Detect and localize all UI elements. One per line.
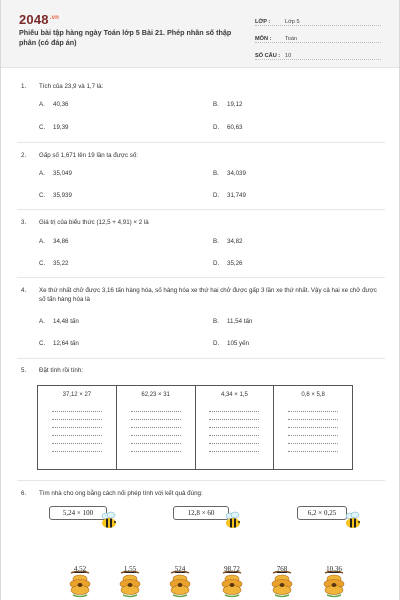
beehive-icon: [269, 571, 295, 599]
question-4-option-d[interactable]: D. 105 yến: [213, 340, 250, 347]
question-3-option-a[interactable]: A. 34,86: [39, 238, 69, 245]
hive-value: 1,55: [123, 565, 137, 573]
calc-cell[interactable]: [274, 386, 352, 469]
question-2-option-c[interactable]: C. 35,939: [39, 192, 72, 199]
hive-value: 98,72: [224, 565, 240, 573]
page-title: Phiếu bài tập hàng ngày Toán lớp 5 Bài 21. Phép nhân số thập phân (có đáp án): [19, 28, 232, 47]
divider: [17, 358, 385, 359]
question-3-option-c[interactable]: C. 35,22: [39, 260, 69, 267]
hive-value: 4,52: [73, 565, 87, 573]
question-4-option-c[interactable]: C. 12,64 tấn: [39, 340, 79, 347]
question-4-option-a[interactable]: A. 14,48 tấn: [39, 318, 79, 325]
meta-class: LỚP : Lớp 5: [255, 14, 381, 26]
beehive-icon: [67, 571, 93, 599]
beehive-2[interactable]: [115, 565, 145, 599]
answer-lines: [131, 404, 181, 452]
logo[interactable]: $2048^{.vn}$: [19, 12, 60, 27]
answer-lines: [52, 404, 102, 452]
beehive-icon: [167, 571, 193, 599]
header: [1, 0, 399, 68]
calc-cell[interactable]: [38, 386, 117, 469]
bee-expression-1[interactable]: 5,24 × 100: [49, 506, 107, 520]
worksheet: $2048^{.vn}$ Phiếu bài tập hàng ngày Toán lớp 5 Bài 21. Phép nhân số thập phân (có đáp án) LỚP : Lớp 5 MÔN : Toán SỐ CÂU : 10 1. Tích của 23,9 và 1,7 là: A. 40,36 B. 19,12 C. 19,39 D. 60,63 2. Gấp số 1,671 lên 19 lần ta được số: A. 35,049 B. 34,039 C. 35,939 D. 31,749 3. Giá trị của biểu thức (12,5 + 4,91) × 2 là A. 34,86 B. 34,82 C. 35,22 D. 35,26 4. Xe thứ nhất chở được 3,16 tấn hàng hóa, số hàng hóa xe thứ hai chở được gấp 3 lần xe thứ nhất. Vậy cả hai xe chở được số tấn hàng hóa là A. 14,48 tấn B. 11,54 tấn C. 12,64 tấn D. 105 yến 5. Đặt tính rồi tính: 37,12 × 27 62,23 × 31 4,34 × 1,5 0,6 × 5,8 6. Tìm nhà cho ong bằng cách nối phép tính với kết quả đúng: 5,24 × 100 12,8 × 60 6,2 × 0,25 4,52 1,55 524 98,72 768 10,36: [0, 0, 400, 600]
calc-cell[interactable]: [117, 386, 196, 469]
hive-value: 524: [174, 565, 186, 573]
bee-icon: [223, 511, 243, 536]
meta-question-count: SỐ CÂU : 10: [255, 48, 381, 60]
question-1-option-d[interactable]: D. 60,63: [213, 124, 243, 131]
calc-expression: 0,6 × 5,8: [301, 392, 325, 398]
divider: [17, 277, 385, 278]
question-2-option-d[interactable]: D. 31,749: [213, 192, 246, 199]
answer-lines: [288, 404, 338, 452]
beehive-icon: [321, 571, 347, 599]
meta-subject: MÔN : Toán: [255, 31, 381, 43]
beehive-1[interactable]: [65, 565, 95, 599]
question-2-option-b[interactable]: B. 34,039: [213, 170, 246, 177]
calc-cell[interactable]: [196, 386, 275, 469]
bee-icon: [99, 511, 119, 536]
meta-box: [255, 14, 381, 65]
question-1-option-b[interactable]: B. 19,12: [213, 101, 243, 108]
calc-expression: 37,12 × 27: [62, 392, 92, 398]
calc-expression: 4,34 × 1,5: [220, 392, 248, 398]
beehive-4[interactable]: [217, 565, 247, 599]
divider: [17, 480, 385, 481]
question-1-option-c[interactable]: C. 19,39: [39, 124, 69, 131]
question-1-option-a[interactable]: A. 40,36: [39, 101, 69, 108]
calculation-table: [37, 385, 353, 470]
calc-expression: 62,23 × 31: [141, 392, 170, 398]
question-2-option-a[interactable]: A. 35,049: [39, 170, 72, 177]
question-3-option-b[interactable]: B. 34,82: [213, 238, 243, 245]
answer-lines: [209, 404, 259, 452]
beehive-6[interactable]: [319, 565, 349, 599]
bee-expression-2[interactable]: 12,8 × 60: [173, 506, 229, 520]
divider: [17, 209, 385, 210]
question-3-option-d[interactable]: D. 35,26: [213, 260, 243, 267]
bee-expression-3[interactable]: 6,2 × 0,25: [297, 506, 347, 520]
bee-icon: [343, 511, 363, 536]
beehive-icon: [219, 571, 245, 599]
hive-value: 10,36: [326, 565, 342, 573]
beehive-icon: [117, 571, 143, 599]
beehive-5[interactable]: [267, 565, 297, 599]
question-4-option-b[interactable]: B. 11,54 tấn: [213, 318, 253, 325]
divider: [17, 142, 385, 143]
hive-value: 768: [276, 565, 288, 573]
beehive-3[interactable]: [165, 565, 195, 599]
